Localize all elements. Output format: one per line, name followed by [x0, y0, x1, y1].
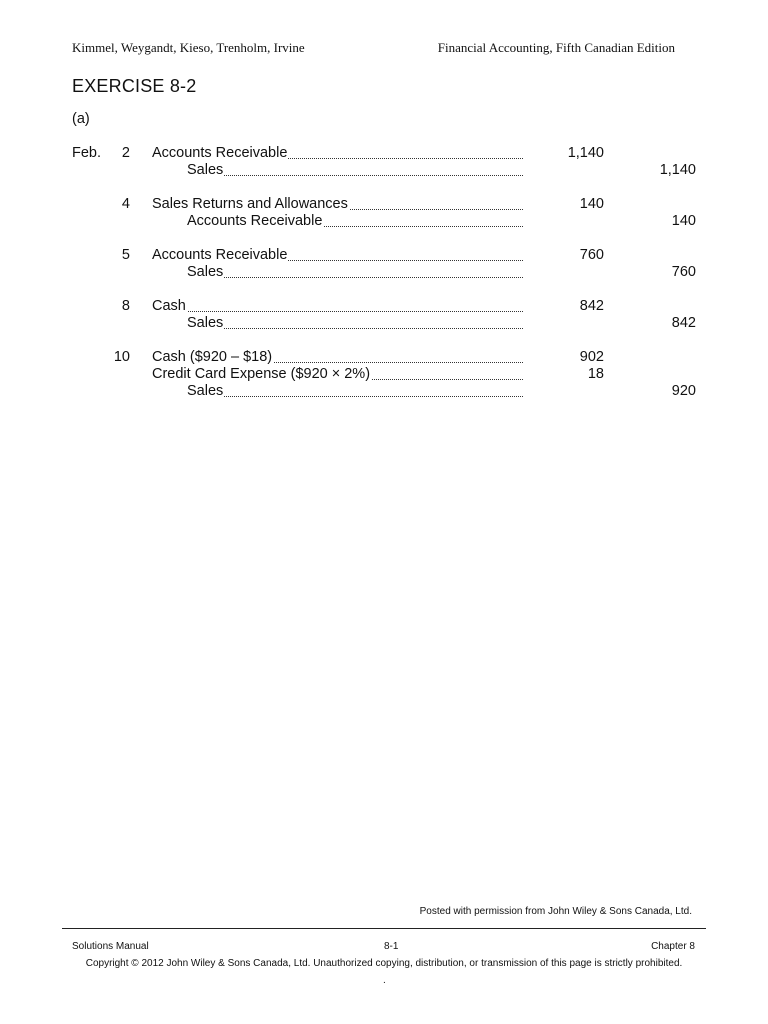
account-name: Sales [187, 383, 224, 399]
entry-day: 2 [121, 145, 130, 161]
account-name: Sales [187, 162, 224, 178]
debit-amount: 140 [579, 196, 604, 212]
debit-account [152, 196, 523, 213]
footer-divider [62, 928, 706, 929]
credit-account [187, 264, 523, 281]
header-book-title: Financial Accounting, Fifth Canadian Edition [437, 40, 675, 55]
account-name: Cash [152, 298, 186, 314]
entry-day: 10 [113, 349, 130, 365]
journal-line [0, 162, 768, 179]
account-name: Sales Returns and Allowances [152, 196, 348, 212]
debit-account [152, 247, 523, 264]
account-name: Accounts Receivable [152, 247, 288, 263]
credit-account [187, 315, 523, 332]
journal-line [0, 264, 768, 281]
debit-account [152, 349, 523, 366]
credit-account [187, 213, 523, 230]
account-name: Accounts Receivable [152, 145, 288, 161]
dot-leader [187, 175, 523, 176]
debit-account [152, 145, 523, 162]
journal-line [0, 196, 768, 213]
entry-month: Feb. [72, 145, 102, 161]
debit-amount: 760 [579, 247, 604, 263]
account-name: Accounts Receivable [187, 213, 323, 229]
journal-entries [0, 145, 768, 400]
account-name: Sales [187, 264, 224, 280]
credit-amount: 1,140 [659, 162, 696, 178]
debit-account [152, 366, 523, 383]
journal-line [0, 349, 768, 366]
journal-line [0, 315, 768, 332]
debit-amount: 1,140 [567, 145, 604, 161]
entry-day: 8 [121, 298, 130, 314]
journal-line [0, 213, 768, 230]
dot-leader [152, 311, 523, 312]
entry-day: 4 [121, 196, 130, 212]
debit-account [152, 298, 523, 315]
journal-line [0, 298, 768, 315]
header-authors: Kimmel, Weygandt, Kieso, Trenholm, Irvine [72, 40, 305, 55]
entry-spacer [0, 281, 768, 298]
credit-amount: 842 [671, 315, 696, 331]
permission-note: Posted with permission from John Wiley & Sons Canada, Ltd. [419, 906, 692, 917]
debit-amount: 18 [587, 366, 604, 382]
account-name: Cash ($920 – $18) [152, 349, 273, 365]
journal-line [0, 247, 768, 264]
dot-leader [187, 396, 523, 397]
debit-amount: 842 [579, 298, 604, 314]
credit-account [187, 162, 523, 179]
dot-leader [187, 277, 523, 278]
entry-spacer [0, 230, 768, 247]
footer-mark: . [383, 975, 386, 986]
footer-solutions-manual: Solutions Manual [72, 941, 149, 952]
journal-line [0, 366, 768, 383]
account-name: Sales [187, 315, 224, 331]
footer-copyright: Copyright © 2012 John Wiley & Sons Canada, Ltd. Unauthorized copying, distribution, or transmission of this page is strictly prohibited. [85, 958, 683, 969]
account-name: Credit Card Expense ($920 × 2%) [152, 366, 371, 382]
entry-spacer [0, 179, 768, 196]
footer-chapter: Chapter 8 [651, 941, 695, 952]
credit-account [187, 383, 523, 400]
credit-amount: 920 [671, 383, 696, 399]
footer-page-number: 8-1 [384, 941, 399, 952]
exercise-title: EXERCISE 8-2 [72, 76, 197, 96]
journal-line [0, 145, 768, 162]
entry-spacer [0, 332, 768, 349]
journal-line [0, 383, 768, 400]
credit-amount: 140 [671, 213, 696, 229]
exercise-part-label: (a) [72, 111, 90, 127]
debit-amount: 902 [579, 349, 604, 365]
credit-amount: 760 [671, 264, 696, 280]
entry-day: 5 [121, 247, 130, 263]
dot-leader [187, 328, 523, 329]
